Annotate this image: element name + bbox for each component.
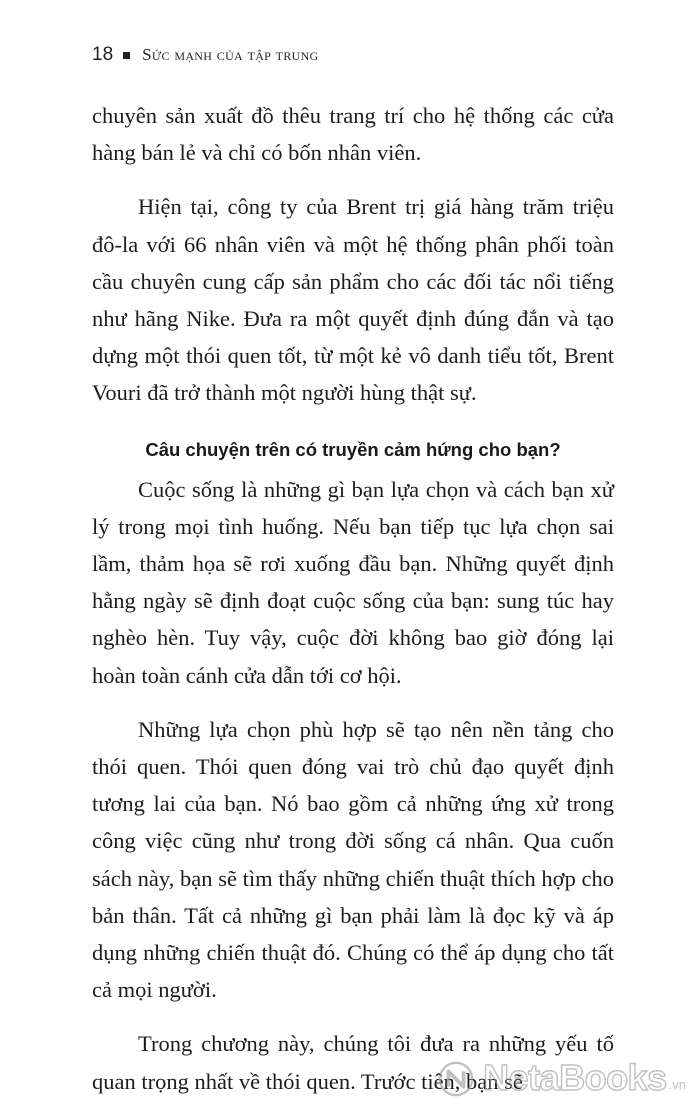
netabooks-logo-icon <box>437 1060 475 1098</box>
watermark-brand: NetaBooks <box>483 1057 667 1098</box>
body-text <box>92 97 614 1117</box>
running-header <box>92 40 319 70</box>
paragraph-last: Trong chương này, chúng tôi đưa ra những yếu tố quan trọng nhất về thói quen. Trước tiên, bạn sẽ <box>92 1031 614 1094</box>
watermark-suffix: .vn <box>668 1077 686 1092</box>
paragraph-continued: chuyên sản xuất đồ thêu trang trí cho hệ thống các cửa hàng bán lẻ và chỉ có bốn nhân viên. <box>92 103 614 166</box>
header-separator-square-icon <box>123 52 130 59</box>
running-title: Sức mạnh của tập trung <box>142 45 319 64</box>
paragraph: Cuộc sống là những gì bạn lựa chọn và cách bạn xử lý trong mọi tình huống. Nếu bạn tiếp tục lựa chọn sai lầm, thảm họa sẽ rơi xuống đầu bạn. Những quyết định hằng ngày sẽ định đoạt cuộc sống của bạn: sung túc hay nghèo hèn. Tuy vậy, cuộc đời không bao giờ đóng lại hoàn toàn cánh cửa dẫn tới cơ hội. <box>92 476 614 688</box>
netabooks-watermark <box>437 1058 686 1098</box>
section-heading: Câu chuyện trên có truyền cảm hứng cho bạn? <box>145 438 561 460</box>
page-number: 18 <box>92 44 114 65</box>
paragraph: Hiện tại, công ty của Brent trị giá hàng trăm triệu đô-la với 66 nhân viên và một hệ thống phân phối toàn cầu chuyên cung cấp sản phẩm cho các đối tác nổi tiếng như hãng Nike. Đưa ra một quyết định đúng đắn và tạo dựng một thói quen tốt, từ một kẻ vô danh tiểu tốt, Brent Vouri đã trở thành một người hùng thật sự. <box>92 194 614 406</box>
paragraph: Những lựa chọn phù hợp sẽ tạo nên nền tảng cho thói quen. Thói quen đóng vai trò chủ đạo quyết định tương lai của bạn. Nó bao gồm cả những ứng xử trong công việc cũng như trong đời sống cá nhân. Qua cuốn sách này, bạn sẽ tìm thấy những chiến thuật thích hợp cho bản thân. Tất cả những gì bạn phải làm là đọc kỹ và áp dụng những chiến thuật đó. Chúng có thể áp dụng cho tất cả mọi người. <box>92 716 614 1003</box>
